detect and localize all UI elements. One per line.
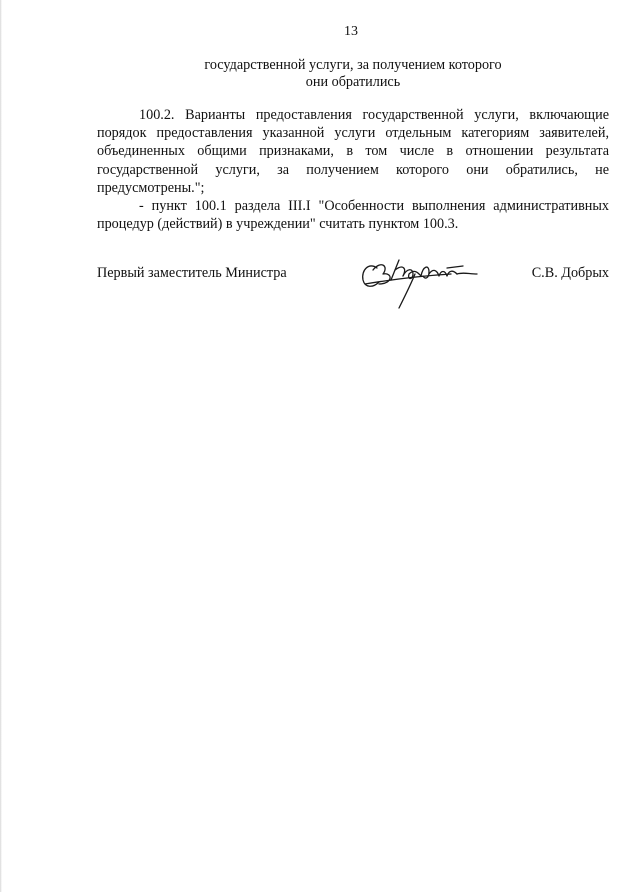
paragraph-100-2: 100.2. Варианты предоставления государственной услуги, включающие порядок предоставления указанной услуги отдельным категориям заявителей, объединенных общими признаками, в том числе в отношении результата государственной услуги, за получением которого они обратились, не предусмотрены.";	[97, 107, 609, 196]
signature-block	[97, 262, 609, 312]
scan-edge-shadow	[0, 0, 2, 892]
handwritten-signature	[359, 254, 483, 312]
body-text	[97, 106, 609, 233]
section-heading-continuation	[150, 57, 556, 91]
heading-line-2: они обратились	[305, 74, 401, 90]
signatory-position: Первый заместитель Министра	[97, 265, 287, 281]
page-number: 13	[344, 24, 358, 39]
heading-line-1: государственной услуги, за получением которого	[204, 57, 502, 73]
signatory-name: С.В. Добрых	[531, 265, 609, 281]
paragraph-renumbering: - пункт 100.1 раздела III.I "Особенности выполнения административных процедур (действий) в учреждении" считать пунктом 100.3.	[97, 198, 609, 233]
